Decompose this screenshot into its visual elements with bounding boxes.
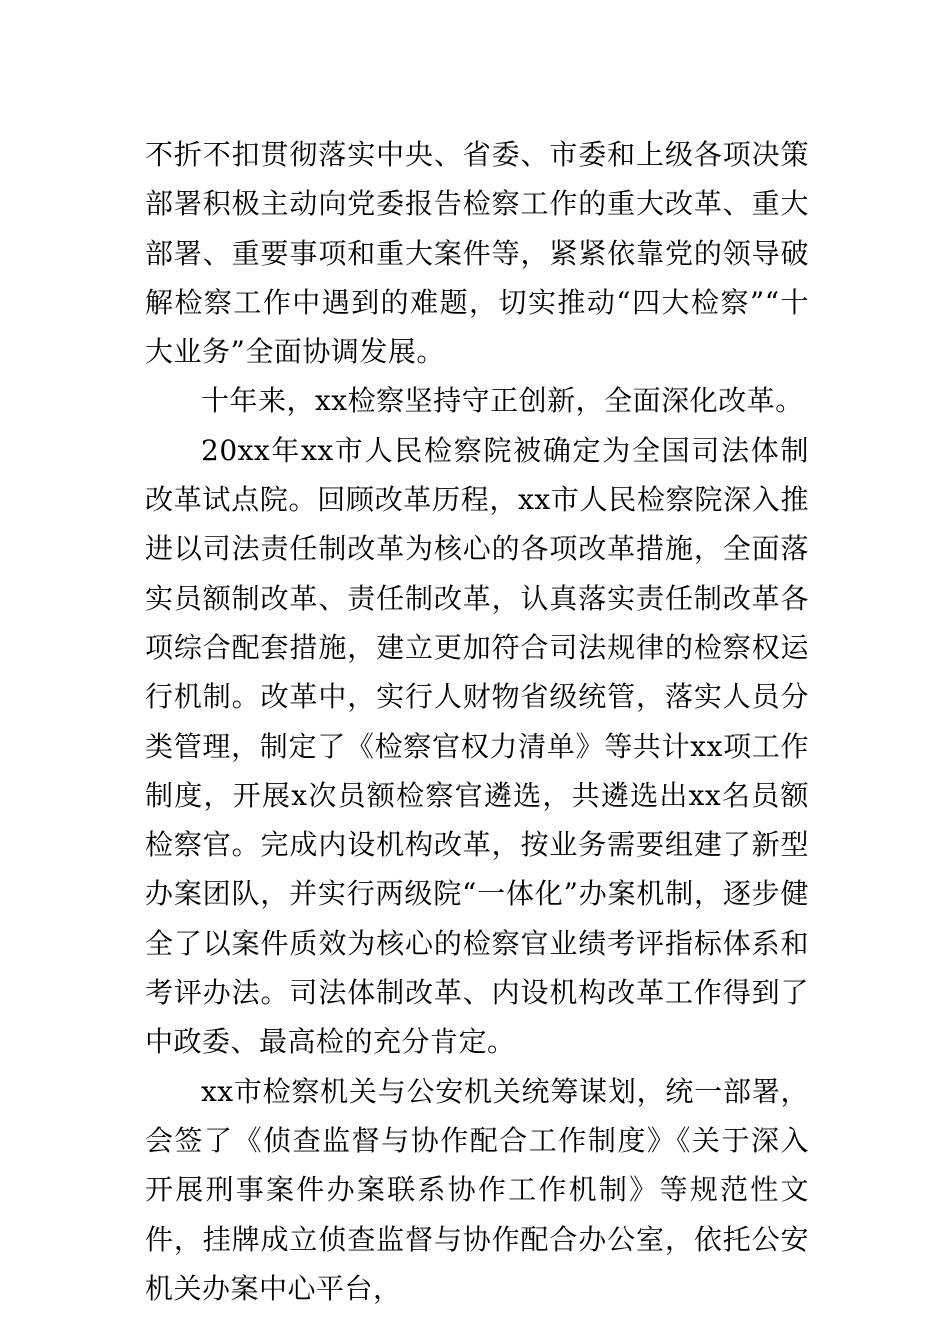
- document-body: [145, 130, 809, 1313]
- paragraph-summary: 十年来，xx检察坚持守正创新，全面深化改革。: [201, 384, 804, 418]
- paragraph-continuation: 不折不扣贯彻落实中央、省委、市委和上级各项决策部署积极主动向党委报告检察工作的重大改革、重大部署、重要事项和重大案件等，紧紧依靠党的领导破解检察工作中遇到的难题，切实推动“四大检察”“十大业务”全面协调发展。: [145, 138, 809, 369]
- paragraph-reform: 20xx年xx市人民检察院被确定为全国司法体制改革试点院。回顾改革历程，xx市人民检察院深入推进以司法责任制改革为核心的各项改革措施，全面落实员额制改革、责任制改革，认真落实责任制改革各项综合配套措施，建立更加符合司法规律的检察权运行机制。改革中，实行人财物省级统管，落实人员分类管理，制定了《检察官权力清单》等共计xx项工作制度，开展x次员额检察官遴选，共遴选出xx名员额检察官。完成内设机构改革，按业务需要组建了新型办案团队，并实行两级院“一体化”办案机制，逐步健全了以案件质效为核心的检察官业绩考评指标体系和考评办法。司法体制改革、内设机构改革工作得到了中政委、最高检的充分肯定。: [145, 433, 809, 1059]
- paragraph-cooperation: xx市检察机关与公安机关统筹谋划，统一部署，会签了《侦查监督与协作配合工作制度》《关于深入开展刑事案件办案联系协作工作机制》等规范性文件，挂牌成立侦查监督与协作配合办公室，依托公安机关办案中心平台，: [145, 1074, 809, 1305]
